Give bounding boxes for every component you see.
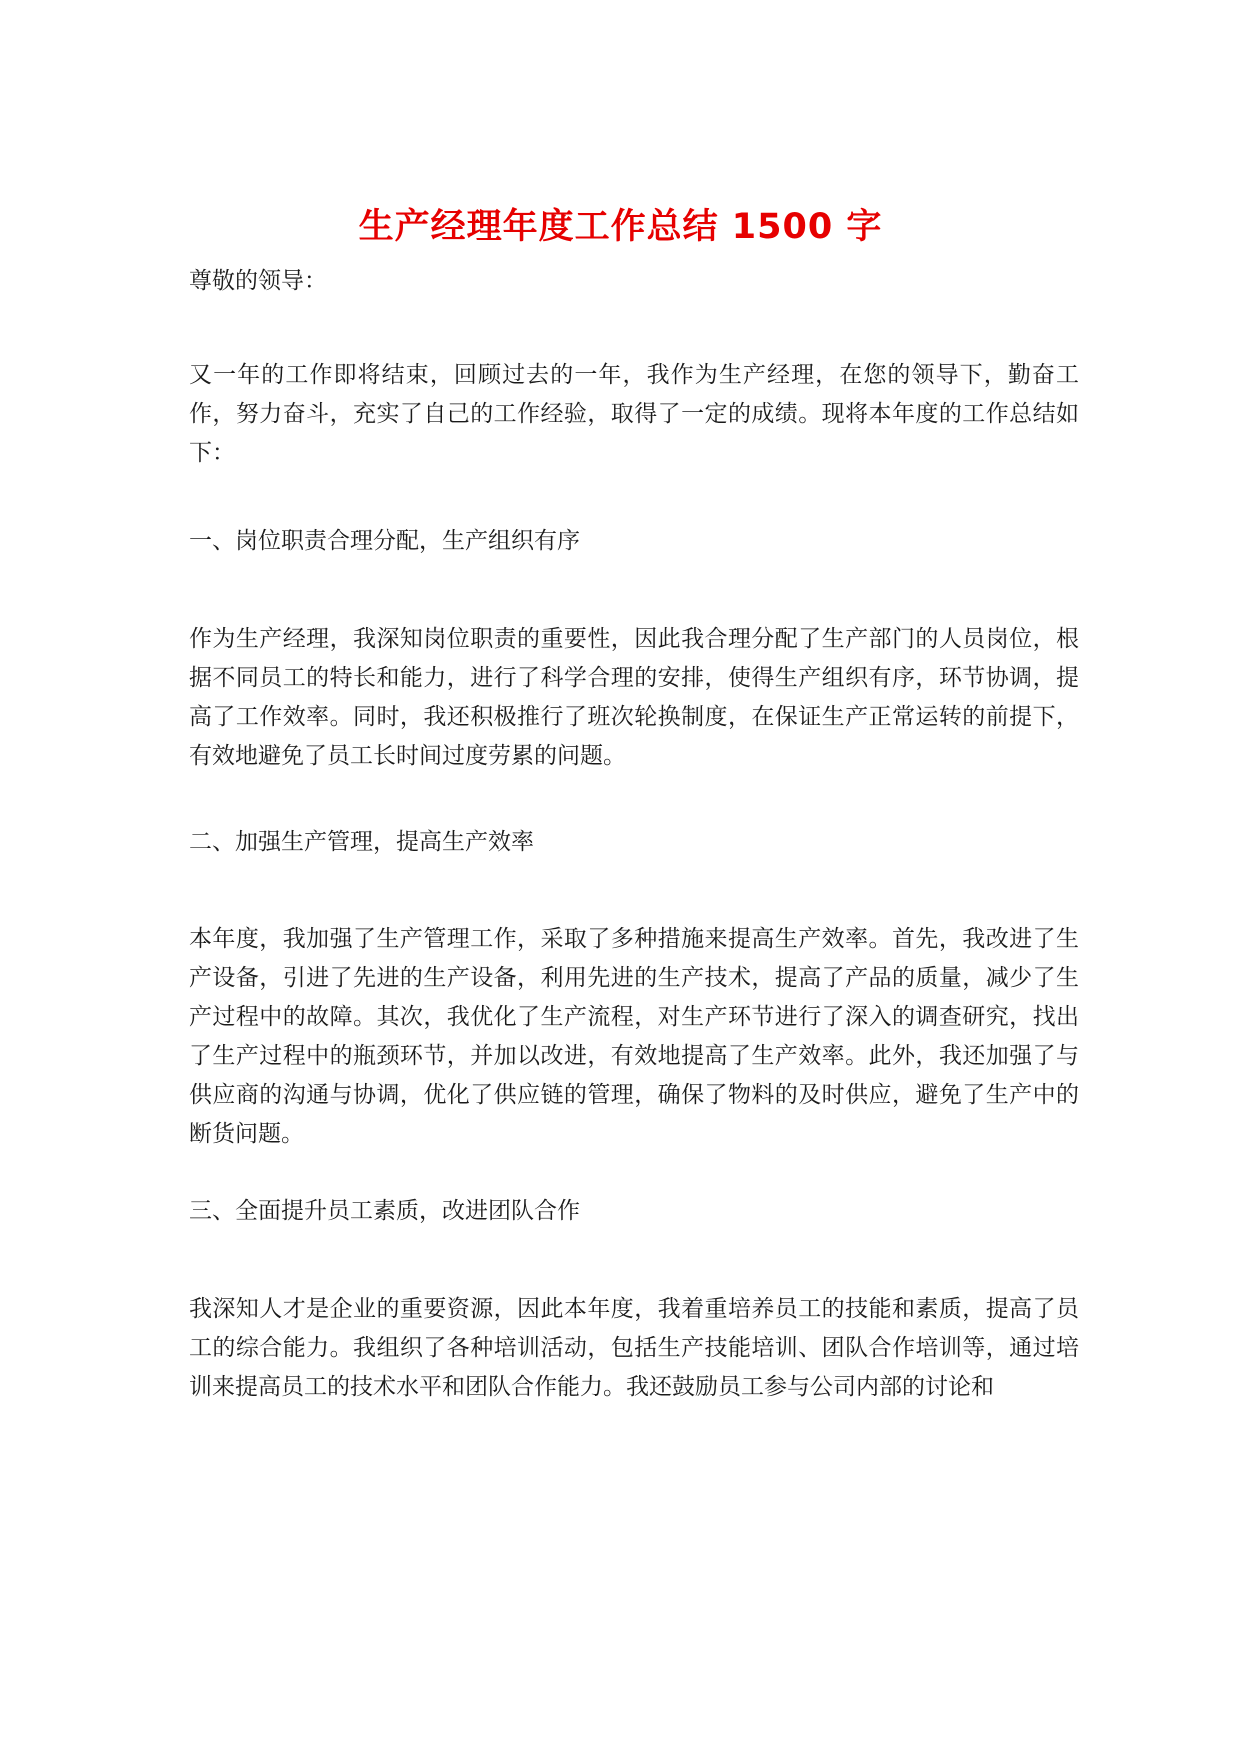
section-2-body: 本年度，我加强了生产管理工作，采取了多种措施来提高生产效率。首先，我改进了生产设备，引进了先进的生产设备，利用先进的生产技术，提高了产品的质量，减少了生产过程中的故障。其次，我优化了生产流程，对生产环节进行了深入的调查研究，找出了生产过程中的瓶颈环节，并加以改进，有效地提高了生产效率。此外，我还加强了与供应商的沟通与协调，优化了供应链的管理，确保了物料的及时供应，避免了生产中的断货问题。: [189, 926, 1079, 1147]
document-title: 生产经理年度工作总结 1500 字: [358, 207, 883, 248]
salutation: 尊敬的领导：: [189, 268, 327, 294]
intro-paragraph: 又一年的工作即将结束，回顾过去的一年，我作为生产经理，在您的领导下，勤奋工作，努力奋斗，充实了自己的工作经验，取得了一定的成绩。现将本年度的工作总结如下：: [189, 362, 1079, 466]
section-1-body: 作为生产经理，我深知岗位职责的重要性，因此我合理分配了生产部门的人员岗位，根据不同员工的特长和能力，进行了科学合理的安排，使得生产组织有序，环节协调，提高了工作效率。同时，我还积极推行了班次轮换制度，在保证生产正常运转的前提下，有效地避免了员工长时间过度劳累的问题。: [189, 626, 1079, 769]
section-3-body: 我深知人才是企业的重要资源，因此本年度，我着重培养员工的技能和素质，提高了员工的综合能力。我组织了各种培训活动，包括生产技能培训、团队合作培训等，通过培训来提高员工的技术水平和团队合作能力。我还鼓励员工参与公司内部的讨论和: [189, 1296, 1079, 1400]
section-3-heading: 三、全面提升员工素质，改进团队合作: [189, 1198, 580, 1224]
section-1-heading: 一、岗位职责合理分配，生产组织有序: [189, 528, 580, 554]
section-2-heading: 二、加强生产管理，提高生产效率: [189, 829, 534, 855]
